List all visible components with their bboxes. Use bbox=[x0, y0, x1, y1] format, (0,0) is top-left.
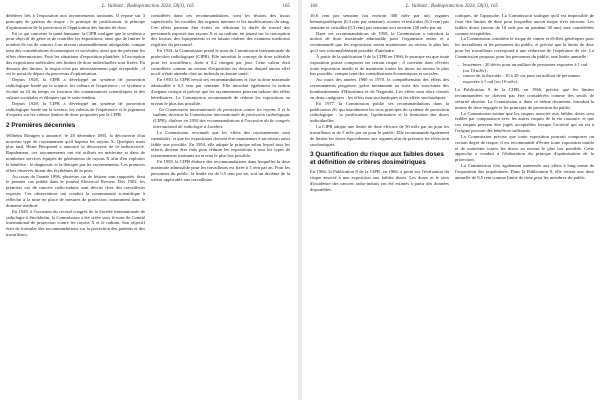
text-columns bbox=[6, 13, 290, 396]
section-heading: 2 Premières décennies bbox=[6, 122, 76, 130]
paragraph: En 1958, la CIPR élabore des recommandations dans lesquelles la dose maximale admissible pour les travailleurs est fixée à 5 rem par an. Pour les personnes du public, la limite est de 0,5 rem par an, soit un dixième de la valeur applicable aux travailleurs. bbox=[151, 159, 290, 182]
paragraph: La Publication 9 de la CIPR, en 1966, précise que les limites recommandées ne doivent pas être considérées comme des seuils de sécurité absolue. La Commission a, dans ce même document, introduit la notion de dose engagée et les principes de protection du public. bbox=[455, 87, 594, 110]
section-heading: 3 Quantification du risque aux faibles doses et définition de critères dosimétriques bbox=[310, 151, 444, 166]
paragraph: La Commission estime que les risques associés aux faibles doses sont faibles par comparaison avec les autres risques de la vie courante, et que ces risques peuvent être jugés acceptables lorsque l'activité qui en est à l'origine procure des bénéfices suffisants. bbox=[455, 110, 594, 134]
text-columns bbox=[310, 13, 594, 396]
running-title: L. Vaillant : Radioprotection 2024, 59(3), 165 bbox=[406, 4, 498, 9]
paragraph: La Commission s'est également intéressée aux effets à long terme de l'exposition des populations. Dans la Publication 9, elle retient une dose annuelle de 0,5 rem comme limite de dose pour les membres du public. bbox=[455, 163, 594, 180]
paragraph: En 1928, à l'occasion du second congrès de la Société internationale de radiologie à Stockholm, la Commission a été créée sous le nom de Comité international de protection contre les rayons X et le radium. Son objectif était de formuler des recommandations sur la protection des patients et des travailleurs. bbox=[6, 208, 145, 238]
paragraph: La Commission considère le risque de cancer et d'effets génétiques pour les travailleurs et les personnes du public, et précise que la limite de dose pour les travailleurs correspond à une réduction de l'espérance de vie. La Commission propose, pour les personnes du public, une limite annuelle : bbox=[455, 36, 594, 59]
page-left bbox=[0, 0, 296, 400]
paragraph: Wilhelm Röntgen a annoncé, le 28 décembre 1895, la découverte d'un nouveau type de rayonnement qu'il baptisa les rayons X. Quelques mois plus tard, Henri Becquerel a annoncé la découverte de la radioactivité. Rapidement, ces rayonnements ont été utilisés en médecine et dans de nombreux services équipés de générateurs de rayons X afin d'en exploiter le bénéfice : le diagnostic et la thérapie par les rayonnements. Les premiers effets observés furent des érythèmes de la peau. bbox=[6, 132, 145, 173]
paragraph: 10,6 rem par semaine (ou environ 300 mSv par an), organes hématopoïétiques (0,3 rem par semaine), ovaires et testicules (0,3 rem) par semaine et cristallin (0,3 rem) par semaine soit environ 150 mSv par an. bbox=[310, 13, 449, 30]
column-right bbox=[455, 13, 594, 396]
page-header bbox=[310, 3, 594, 11]
paragraph: Dans ses recommandations de 1958, la Commission a introduit la notion de dose maximale admissible pour l'organisme entier et a recommandé que les expositions soient maintenues au niveau le plus bas qu'il soit raisonnablement possible d'atteindre. bbox=[310, 30, 449, 54]
page-number: 166 bbox=[310, 4, 318, 9]
quoted-paragraph: La Commission internationale de protection contre les rayons X et le radium, devenue la Commission internationale de protection radiologique (CIPR), élabore en 1950 des recommandations à l'occasion du 6e congrès international de radiologie à Londres. bbox=[153, 106, 290, 130]
paragraph: délétères liés à l'exposition aux rayonnements ionisants. Il repose sur 3 principes de gestion du risque : le principe de justification, le principe d'optimisation de la protection et l'application des limites de dose. bbox=[6, 13, 145, 30]
risk-list bbox=[455, 62, 594, 85]
column-left bbox=[310, 13, 449, 396]
paragraph: En ce qui concerne la santé humaine, la CIPR souligne que le système a pour objectif de gérer et de contrôler les expositions, ainsi que de limiter le nombre de cas de cancers à un niveau raisonnablement atteignable, compte tenu des considérations économiques et sociétales, ainsi que de prévenir les effets déterministes. Pour les situations d'exposition planifiée, à l'exception des expositions médicales, des limites de dose individuelles sont fixées. En dessous des limites, le risque n'est pas nécessairement jugé acceptable ; il est le point de départ du processus d'optimisation. bbox=[6, 30, 145, 77]
paragraph: La CIPR adopte une limite de dose efficace de 50 mSv par an pour les travailleurs et de 5 mSv par an pour le public. Elle recommande également de limiter les doses équivalentes aux organes afin de prévenir les effets non stochastiques. bbox=[310, 124, 449, 147]
running-title: L. Vaillant : Radioprotection 2024, 59(3), 165 bbox=[102, 4, 194, 9]
list-item: – leucémies : 20 décès pour un million de personnes exposées à 1 rad (ou 10 mSv) ; bbox=[463, 62, 594, 74]
paragraph: La Commission reconnaît que les effets des rayonnements sont cumulatifs, et que les expositions doivent être maintenues à un niveau aussi faible que possible. En 1954, elle adopte le principe selon lequel tous les efforts doivent être faits pour réduire les expositions à tous les types de rayonnements ionisants au niveau le plus bas possible. bbox=[151, 129, 290, 159]
column-right bbox=[151, 13, 290, 396]
paragraph: À partir de la publication 9 de la CIPR en 1966, le principe est que toute exposition puisse comporter un certain risque ; il convient donc d'éviter toute exposition inutile et de maintenir toutes les doses au niveau le plus bas possible, compte tenu des considérations économiques et sociales. bbox=[310, 53, 449, 77]
paragraph: Depuis 1928, la CIPR a développé un système de protection radiologique fondé sur la science, les valeurs de l'expérience et le jugement d'experts sur les valeurs limites de dose proposées par la CIPR. bbox=[6, 100, 145, 118]
page-right bbox=[304, 0, 600, 400]
paragraph: En 1950, la CIPR revoit ses recommandations et fixe la dose maximale admissible à 0,3 rem par semaine. Elle introduit également la notion d'organe critique et précise que les rayonnements peuvent induire des effets héréditaires. La Commission recommande de réduire les expositions au niveau le plus bas possible. bbox=[151, 77, 290, 106]
paragraph: En 1934, la Commission prend le nom de Commission internationale de protection radiologique (CIPR). Elle introduit le concept de dose tolérable pour les travailleurs, fixée à 0,2 röntgen par jour. Cette valeur était considérée comme un niveau d'exposition en dessous duquel aucun effet nocif n'était attendu chez un individu en bonne santé. bbox=[151, 48, 290, 77]
paragraph: critiques, de l'approche. La Commission souligne qu'il est impossible de fixer des limites de dose pour lesquelles aucun risque n'est encouru. Les faibles doses (moins de 10 rads par an pendant 30 ans) sont considérées comme acceptables. bbox=[455, 13, 594, 36]
paragraph: Depuis 1928, la CIPR a développé un système de protection radiologique fondé sur la science, les valeurs et l'expérience ; ce système a évolué au fil du temps en fonction des connaissances scientifiques et des valeurs sociétales et éthiques qui le sous-tendent. bbox=[6, 77, 145, 100]
page-number: 165 bbox=[282, 4, 290, 9]
paragraph: La Commission précise que toute exposition pourrait comporter un certain degré de risque, il est recommandé d'éviter toute exposition inutile et de maintenir toutes les doses au niveau le plus bas possible. Cette approche a conduit à l'élaboration du principe d'optimisation de la protection. bbox=[455, 133, 594, 163]
page-header bbox=[6, 3, 290, 11]
paragraph: En 1977, la Commission publie ses recommandations dans la publication 26, qui introduisent les trois principes du système de protection radiologique : la justification, l'optimisation et la limitation des doses individuelles. bbox=[310, 100, 449, 124]
page-gutter bbox=[298, 0, 302, 400]
paragraph: Au cours des années 1960 et 1970, la compréhension des effets des rayonnements progresse, grâce notamment au suivi des survivants des bombardements d'Hiroshima et de Nagasaki. Les effets sont alors classés en deux catégories : les effets non stochastiques et les effets stochastiques. bbox=[310, 77, 449, 100]
paragraph: En 1966, la Publication 8 de la CIPR, en 1966, a porté sur l'évaluation du risque associé à une exposition aux faibles doses. Les doses et le taux d'incidence des cancers radio-induits ont été estimés à partir des données disponibles. bbox=[310, 169, 449, 192]
column-left bbox=[6, 13, 145, 396]
paragraph: Au cours de l'année 1896, plusieurs cas de lésions sont rapportés, dont le premier cas publié dans le journal Electrical Review. Dès 1902, les premiers cas de cancers radio-induits sont décrits chez des travailleurs exposés. Ces observations ont conduit la communauté scientifique à réfléchir à la mise en place de mesures de protection, notamment dans le domaine médical. bbox=[6, 173, 145, 208]
paragraph: considérés dans ces recommandations, sont les lésions des tissus superficiels, les troubles des organes internes et les modifications du sang. Ces effets peuvent être évités en réduisant la durée de travail des personnels exposés aux rayons X et au radium, en jouant sur la conception des locaux, des équipements et en faisant réaliser des examens médicaux réguliers du personnel. bbox=[151, 13, 290, 48]
list-item: – cancer de la thyroïde : 10 à 20 cas pour un million de personnes exposées à 1 rad (ou 10 mSv). bbox=[463, 73, 594, 85]
